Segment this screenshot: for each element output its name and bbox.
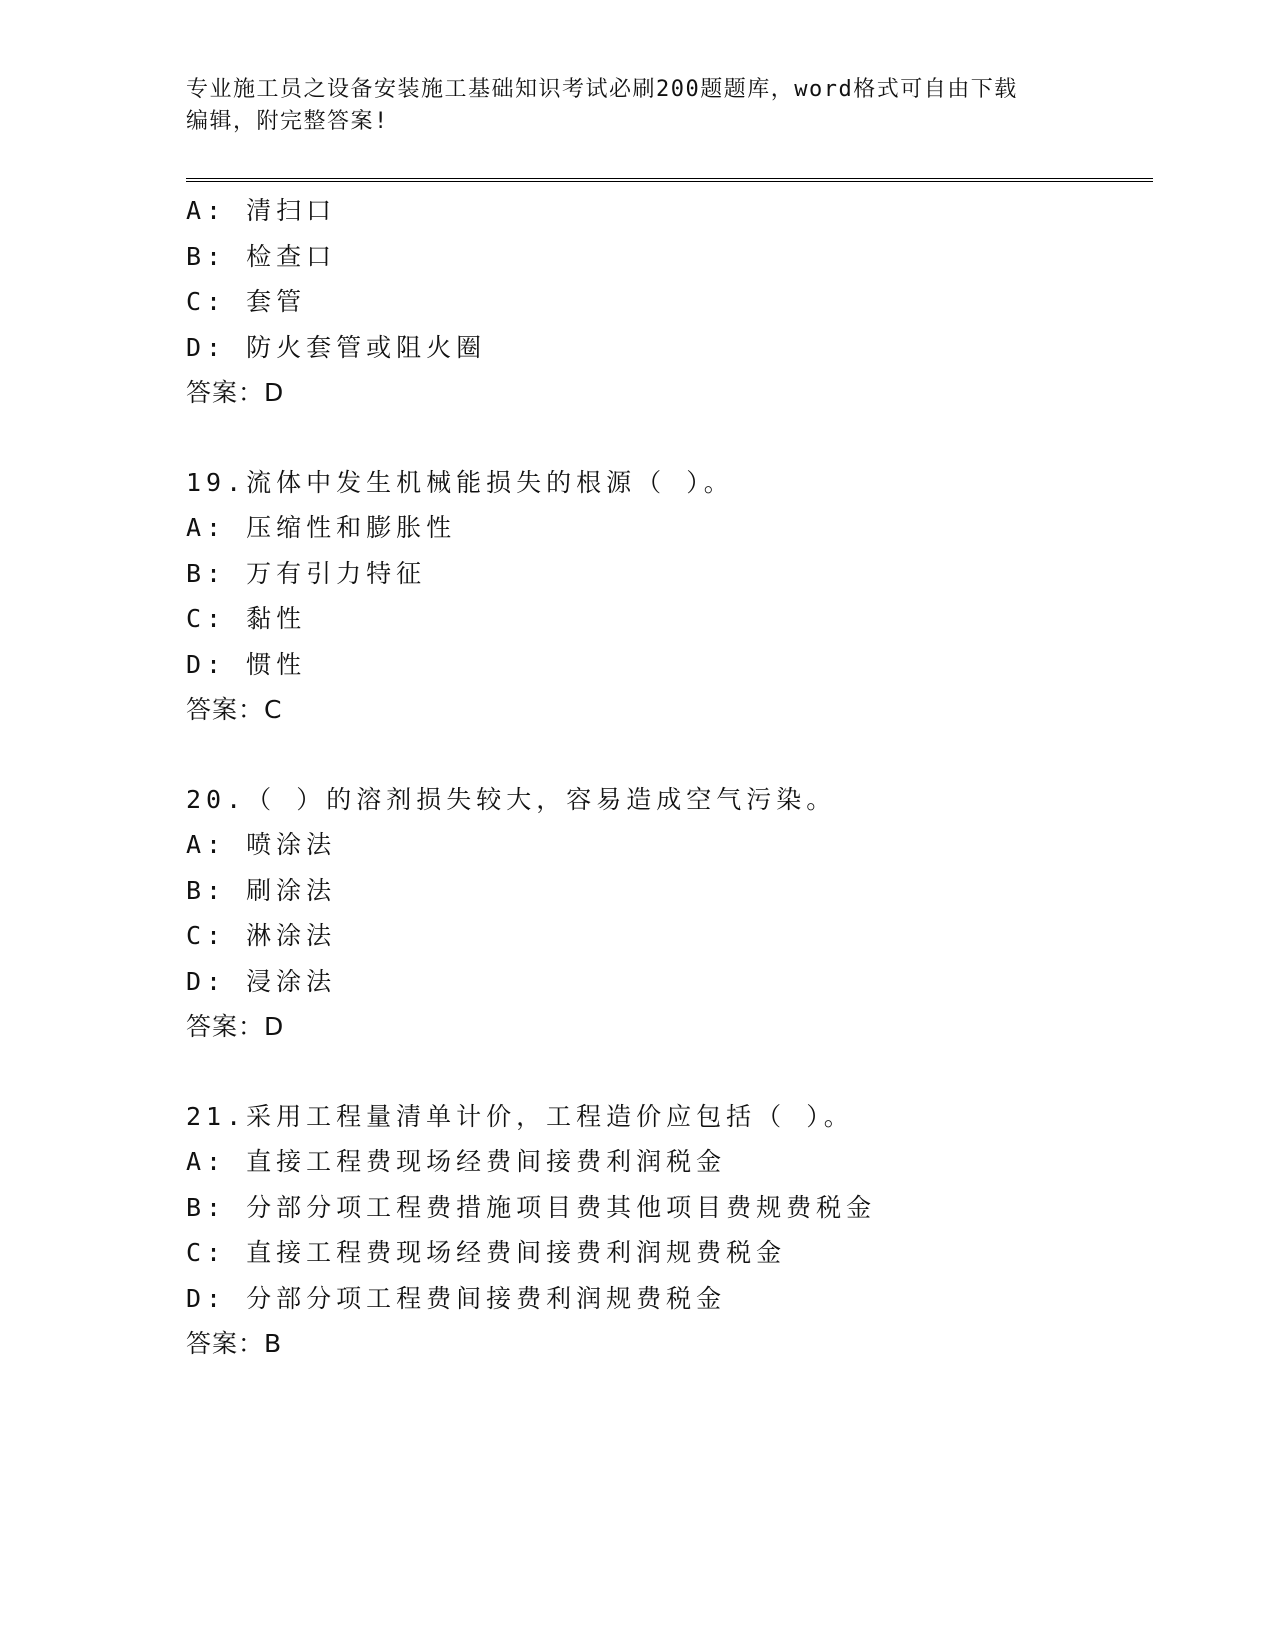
header-divider: [186, 178, 1153, 182]
header-title-line-1: 专业施工员之设备安装施工基础知识考试必刷200题题库，word格式可自由下载: [186, 77, 1018, 102]
question-text: 20.（ ）的溶剂损失较大，容易造成空气污染。: [186, 784, 837, 814]
option-c: C: 黏性: [186, 604, 307, 633]
spacer: [186, 1050, 1146, 1094]
option-d: D: 惯性: [186, 649, 307, 679]
option-d: D: 浸涂法: [186, 966, 337, 996]
option-b: B: 分部分项工程费措施项目费其他项目费规费税金: [186, 1192, 877, 1222]
option-b: B: 检查口: [186, 241, 337, 271]
spacer: [186, 416, 1146, 460]
answer-line: 答案：C: [186, 695, 283, 724]
option-a: A: 压缩性和膨胀性: [186, 513, 457, 542]
question-18: [186, 188, 1146, 416]
answer-line: 答案：D: [186, 378, 285, 407]
question-text: 19.流体中发生机械能损失的根源（ ）。: [186, 467, 734, 497]
option-b: B: 万有引力特征: [186, 558, 427, 588]
question-list: [186, 188, 1146, 1367]
option-c: C: 淋涂法: [186, 921, 337, 950]
option-c: C: 套管: [186, 287, 307, 316]
option-d: D: 防火套管或阻火圈: [186, 332, 487, 362]
option-a: A: 直接工程费现场经费间接费利润税金: [186, 1147, 727, 1176]
answer-line: 答案：B: [186, 1329, 283, 1358]
question-text: 21.采用工程量清单计价，工程造价应包括（ ）。: [186, 1101, 854, 1131]
question-20: [186, 777, 1146, 1050]
option-a: A: 喷涂法: [186, 830, 337, 859]
option-b: B: 刷涂法: [186, 875, 337, 905]
question-21: [186, 1094, 1146, 1367]
header-title-line-2: 编辑，附完整答案!: [186, 109, 389, 134]
option-a: A: 清扫口: [186, 196, 337, 225]
answer-line: 答案：D: [186, 1012, 285, 1041]
option-c: C: 直接工程费现场经费间接费利润规费税金: [186, 1238, 787, 1267]
option-d: D: 分部分项工程费间接费利润规费税金: [186, 1283, 727, 1313]
spacer: [186, 733, 1146, 777]
document-header: [186, 74, 1086, 138]
question-19: [186, 460, 1146, 733]
